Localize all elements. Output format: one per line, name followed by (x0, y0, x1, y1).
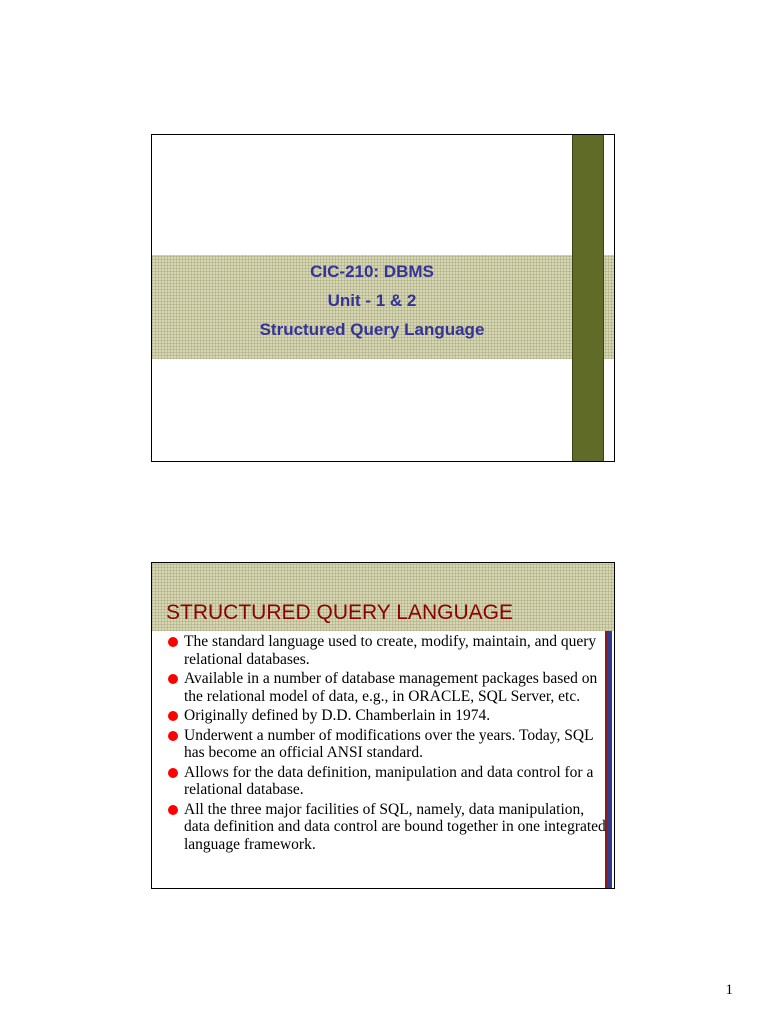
list-item-text: Originally defined by D.D. Chamberlain in 1974. (184, 707, 491, 724)
list-item (166, 633, 606, 668)
list-item (166, 764, 606, 799)
list-item (166, 707, 606, 725)
olive-vertical-bar (572, 135, 604, 461)
page-number: 1 (725, 982, 733, 998)
bullet-icon (168, 805, 178, 815)
course-code: CIC-210: DBMS (310, 262, 434, 281)
bullet-icon (168, 731, 178, 741)
list-item (166, 670, 606, 705)
topic-title: Structured Query Language (259, 320, 485, 339)
list-item (166, 727, 606, 762)
list-item-text: The standard language used to create, modify, maintain, and query relational databases. (184, 633, 597, 668)
bullet-icon (168, 711, 178, 721)
slide-heading: STRUCTURED QUERY LANGUAGE (166, 601, 513, 624)
content-slide (151, 562, 615, 889)
title-slide (151, 134, 615, 462)
bullet-icon (168, 674, 178, 684)
list-item-text: Allows for the data definition, manipulation and data control for a relational database. (184, 763, 594, 798)
list-item (166, 801, 606, 854)
bullet-list (166, 633, 606, 855)
right-accent-bar (605, 631, 612, 888)
list-item-text: Underwent a number of modifications over the years. Today, SQL has become an official ANSI standard. (184, 726, 593, 761)
bullet-icon (168, 768, 178, 778)
list-item-text: All the three major facilities of SQL, namely, data manipulation, data definition and data control are bound together in one integrated language framework. (184, 800, 606, 853)
slide-title (152, 257, 592, 344)
bullet-icon (168, 637, 178, 647)
unit-label: Unit - 1 & 2 (327, 291, 417, 310)
list-item-text: Available in a number of database management packages based on the relational model of data, e.g., in ORACLE, SQL Server, etc. (184, 670, 598, 705)
